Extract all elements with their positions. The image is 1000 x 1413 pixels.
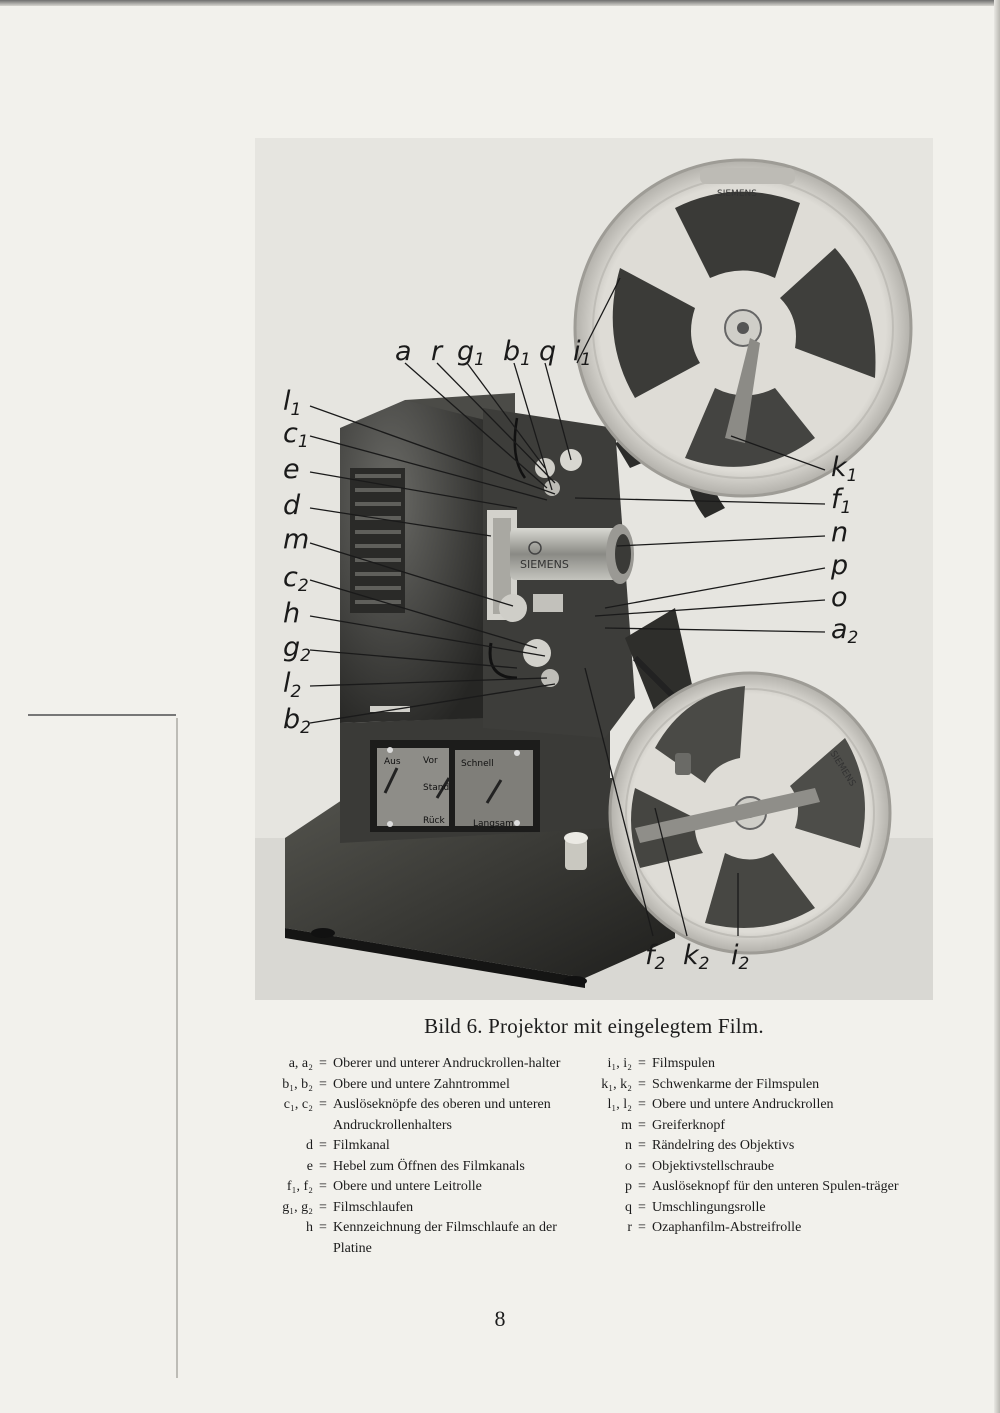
callout-q: q (539, 336, 557, 367)
legend-key: r (627, 1220, 632, 1235)
legend-description: Kennzeichnung der Filmschlaufe an der Platine (333, 1220, 557, 1256)
legend-item (255, 1095, 571, 1136)
legend-key: b₁, b₂ (282, 1076, 313, 1092)
legend-equals: = (319, 1056, 327, 1071)
legend-description: Schwenkarme der Filmspulen (652, 1076, 820, 1092)
callout-e: e (283, 454, 300, 485)
legend-equals: = (319, 1076, 327, 1092)
legend-key: f₁, f₂ (286, 1179, 313, 1194)
callout-o: o (831, 582, 848, 613)
legend-item (592, 1218, 934, 1239)
callout-k2: k2 (683, 940, 710, 974)
legend-key: o (625, 1158, 632, 1174)
legend-description: Umschlingungsrolle (652, 1199, 766, 1215)
legend-equals: = (319, 1199, 327, 1215)
legend-description: Filmkanal (333, 1138, 390, 1153)
projector-lens (510, 524, 634, 584)
callout-g2: g2 (283, 632, 311, 666)
legend-equals: = (319, 1097, 327, 1112)
legend-equals: = (638, 1158, 646, 1174)
legend-key: n (625, 1138, 632, 1153)
legend-item (255, 1075, 571, 1096)
callout-d: d (283, 490, 301, 521)
legend-key: p (625, 1179, 632, 1194)
top-reel-brand: SIEMENS (717, 189, 757, 199)
legend-key: q (625, 1199, 632, 1215)
legend-description: Obere und untere Leitrolle (333, 1179, 482, 1194)
legend-equals: = (638, 1138, 646, 1153)
legend-item (255, 1198, 571, 1219)
legend-description: Rändelring des Objektivs (652, 1138, 795, 1153)
legend-item (255, 1218, 571, 1259)
panel-label-aus: Aus (384, 757, 401, 767)
legend-equals: = (319, 1138, 327, 1153)
legend-key: m (621, 1117, 632, 1133)
legend-item (592, 1136, 934, 1157)
callout-h: h (283, 598, 301, 629)
callout-i1: i1 (573, 336, 592, 370)
legend-description: Obere und untere Andruckrollen (652, 1097, 834, 1112)
legend-equals: = (319, 1220, 327, 1235)
panel-label-schnell: Schnell (461, 759, 494, 769)
margin-shadow-line (176, 718, 178, 1378)
legend-equals: = (638, 1117, 646, 1133)
callout-a2: a2 (831, 614, 859, 648)
legend-item (255, 1177, 571, 1198)
legend-description: Filmspulen (652, 1056, 716, 1071)
legend-item (592, 1075, 934, 1096)
callout-m: m (283, 524, 310, 555)
callout-l1: l1 (283, 386, 302, 420)
legend-description: Ozaphanfilm-Abstreifrolle (652, 1220, 802, 1235)
legend-right-column (592, 1054, 934, 1239)
legend-item (592, 1177, 934, 1198)
lens-brand: SIEMENS (520, 558, 569, 571)
legend-description: Hebel zum Öffnen des Filmkanals (333, 1158, 525, 1174)
page-right-edge (994, 0, 1000, 1413)
legend-equals: = (638, 1199, 646, 1215)
figure-caption: Bild 6. Projektor mit eingelegtem Film. (424, 1014, 764, 1038)
legend-item (255, 1157, 571, 1178)
legend-item (592, 1198, 934, 1219)
callout-r: r (431, 336, 443, 367)
legend-item (255, 1054, 571, 1075)
panel-label-langsam: Langsam (473, 819, 514, 829)
legend-left-column (255, 1054, 571, 1259)
legend-item (592, 1095, 934, 1116)
legend-description: Filmschlaufen (333, 1199, 414, 1215)
bottom-reel (610, 673, 890, 953)
legend-description: Auslöseknopf für den unteren Spulen-träger (652, 1179, 899, 1194)
legend-item (592, 1054, 934, 1075)
legend-key: a, a₂ (288, 1056, 313, 1071)
legend-item (592, 1116, 934, 1137)
legend-equals: = (319, 1158, 327, 1174)
panel-label-rueck: Rück (423, 816, 445, 826)
legend-description: Oberer und unterer Andruckrollen-halter (333, 1056, 561, 1071)
legend-equals: = (638, 1220, 646, 1235)
callout-k1: k1 (831, 452, 858, 486)
legend-key: c₁, c₂ (283, 1097, 313, 1112)
page-number: 8 (494, 1306, 506, 1331)
legend-key: d (306, 1138, 313, 1153)
legend-key: l₁, l₂ (607, 1097, 632, 1112)
panel-label-stand: Stand (423, 783, 450, 793)
callout-i2: i2 (731, 940, 750, 974)
callout-c2: c2 (283, 562, 309, 596)
callout-c1: c1 (283, 418, 309, 452)
legend-item (592, 1157, 934, 1178)
callout-n: n (831, 517, 849, 548)
legend-key: h (306, 1220, 313, 1235)
callout-f2: f2 (645, 940, 666, 974)
legend-equals: = (638, 1179, 646, 1194)
callout-p: p (831, 550, 849, 581)
legend-description: Greiferknopf (652, 1117, 726, 1133)
callout-l2: l2 (283, 668, 302, 702)
legend-key: g₁, g₂ (282, 1199, 313, 1215)
top-reel (575, 160, 911, 496)
page-top-edge (0, 0, 1000, 6)
legend-description: Auslöseknöpfe des oberen und unteren Andruckrollenhalters (333, 1097, 551, 1133)
panel-label-vor: Vor (423, 756, 438, 766)
legend-item (255, 1136, 571, 1157)
callout-b1: b1 (503, 336, 531, 370)
legend-description: Obere und untere Zahntrommel (333, 1076, 510, 1092)
legend-equals: = (638, 1076, 646, 1092)
callout-b2: b2 (283, 704, 311, 738)
margin-mark (28, 714, 176, 716)
legend-equals: = (638, 1097, 646, 1112)
projector-photo (255, 138, 933, 1000)
legend-key: k₁, k₂ (601, 1076, 632, 1092)
callout-a: a (395, 336, 412, 367)
legend-key: e (306, 1158, 313, 1174)
legend-equals: = (638, 1056, 646, 1071)
legend-description: Objektivstellschraube (652, 1158, 775, 1174)
bottom-reel-brand: SIEMENS (827, 749, 858, 789)
callout-f1: f1 (831, 484, 852, 518)
legend-key: i₁, i₂ (607, 1056, 632, 1071)
callout-g1: g1 (457, 336, 485, 370)
legend-equals: = (319, 1179, 327, 1194)
